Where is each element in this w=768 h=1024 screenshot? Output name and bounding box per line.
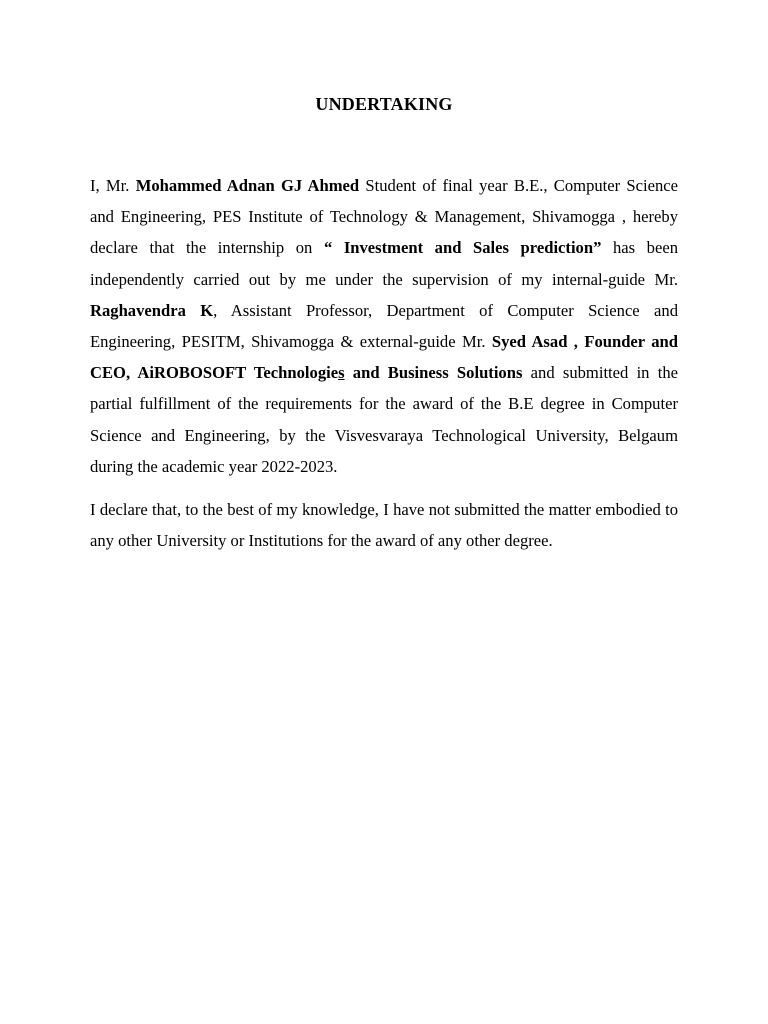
document-title: UNDERTAKING	[315, 94, 453, 114]
paragraph-text: has been independently carried out by me under the supervision of my internal-guide Mr.	[90, 238, 678, 289]
student-name: Mohammed Adnan GJ Ahmed	[135, 176, 360, 195]
paragraph-text: and submitted in the partial fulfillment of the requirements for the award of the B.E degree in Computer Science and Engineering, by the Visvesvaraya Technological University, Belgaum during the academic year 2022-2023.	[90, 363, 678, 476]
paragraph-text: , Assistant Professor, Department of Computer Science and Engineering, PESITM, Shivamogga & external-guide Mr.	[90, 300, 678, 352]
internal-guide-name: Raghavendra K	[90, 300, 214, 320]
paragraph-text: I, Mr.	[90, 176, 136, 195]
external-guide-text: and Business Solutions	[344, 363, 523, 383]
undertaking-paragraph	[90, 170, 678, 482]
external-guide-text: Syed Asad , Founder and CEO, AiROBOSOFT Technologie	[90, 332, 678, 383]
external-guide-underlined-letter: s	[338, 363, 345, 383]
paragraph-text: Student of final year B.E., Computer Science and Engineering, PES Institute of Technology & Management, Shivamogga , hereby declare that the internship on	[90, 176, 679, 258]
internship-title: “ Investment and Sales prediction”	[323, 238, 602, 258]
declaration-paragraph: I declare that, to the best of my knowledge, I have not submitted the matter embodied to any other University or Institutions for the award of any other degree.	[90, 500, 678, 551]
